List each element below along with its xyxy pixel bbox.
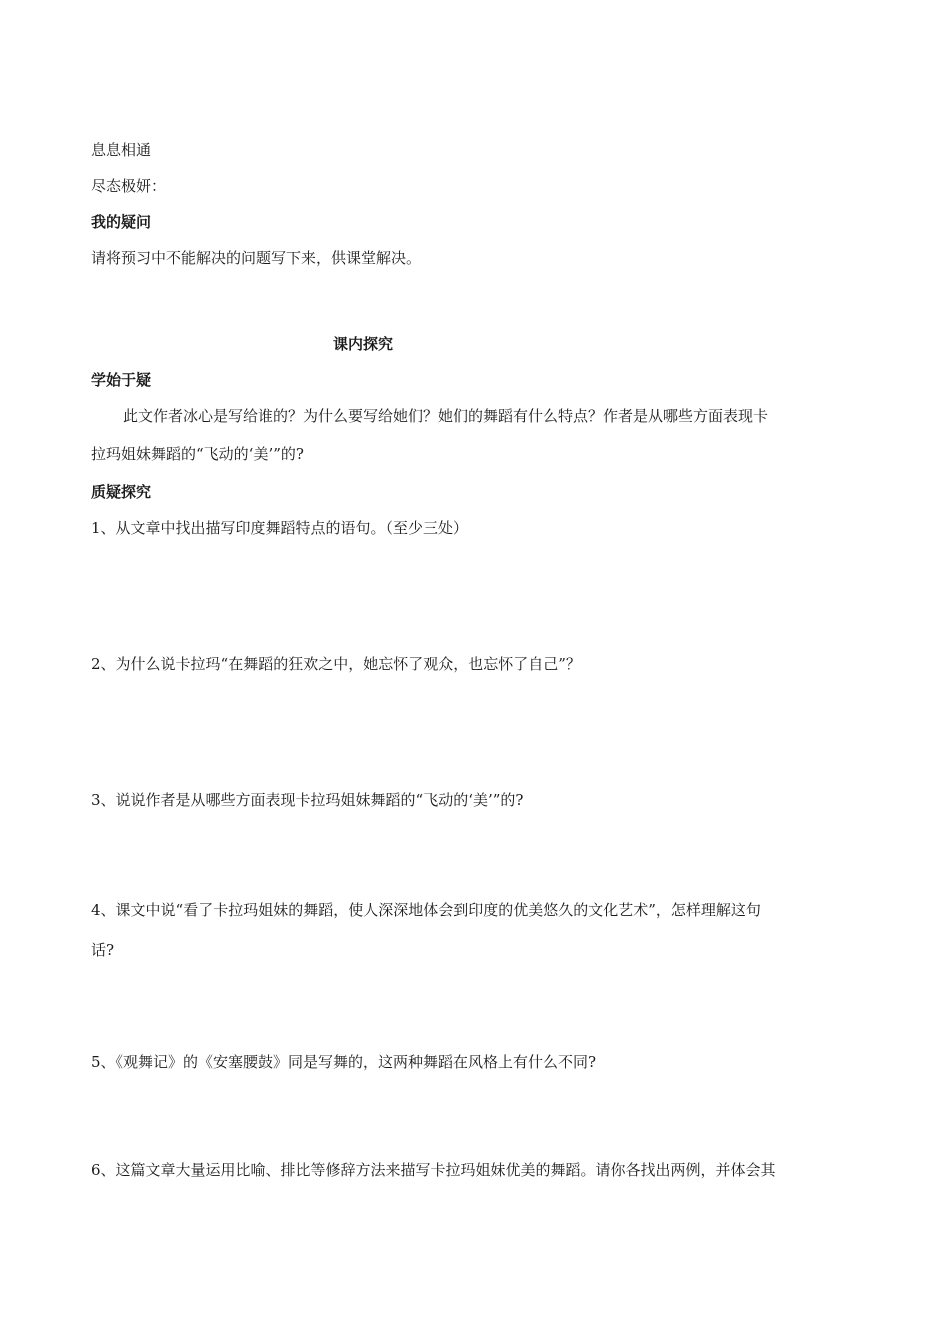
term-xixixiangtong: 息息相通 <box>91 141 152 159</box>
question-5: 5、《观舞记》的《安塞腰鼓》同是写舞的，这两种舞蹈在风格上有什么不同? <box>91 1053 597 1071</box>
question-2: 2、为什么说卡拉玛“在舞蹈的狂欢之中，她忘怀了观众，也忘怀了自己”？ <box>91 655 581 673</box>
my-questions-heading: 我的疑问 <box>91 213 152 231</box>
my-questions-text: 请将预习中不能解决的问题写下来，供课堂解决。 <box>91 249 422 267</box>
question-6: 6、这篇文章大量运用比喻、排比等修辞方法来描写卡拉玛姐妹优美的舞蹈。请你各找出两例，并体会其 <box>91 1161 776 1179</box>
question-1: 1、从文章中找出描写印度舞蹈特点的语句。（至少三处） <box>91 519 469 537</box>
question-3: 3、说说作者是从哪些方面表现卡拉玛姐妹舞蹈的“飞动的‘美’”的? <box>91 791 524 809</box>
inquiry-heading: 质疑探究 <box>91 483 152 501</box>
section-title: 课内探究 <box>333 335 394 353</box>
term-jintaijiyan: 尽态极妍： <box>91 177 167 195</box>
question-4-line2: 话? <box>91 941 115 959</box>
question-4-line1: 4、课文中说“看了卡拉玛姐妹的舞蹈，使人深深地体会到印度的优美悠久的文化艺术”，怎样理解这句 <box>91 901 761 919</box>
learn-text-line2: 拉玛姐妹舞蹈的“飞动的‘美’”的? <box>91 445 304 463</box>
learn-heading: 学始于疑 <box>91 371 152 389</box>
learn-text-line1: 此文作者冰心是写给谁的？为什么要写给她们？她们的舞蹈有什么特点？作者是从哪些方面表现卡 <box>123 407 769 425</box>
